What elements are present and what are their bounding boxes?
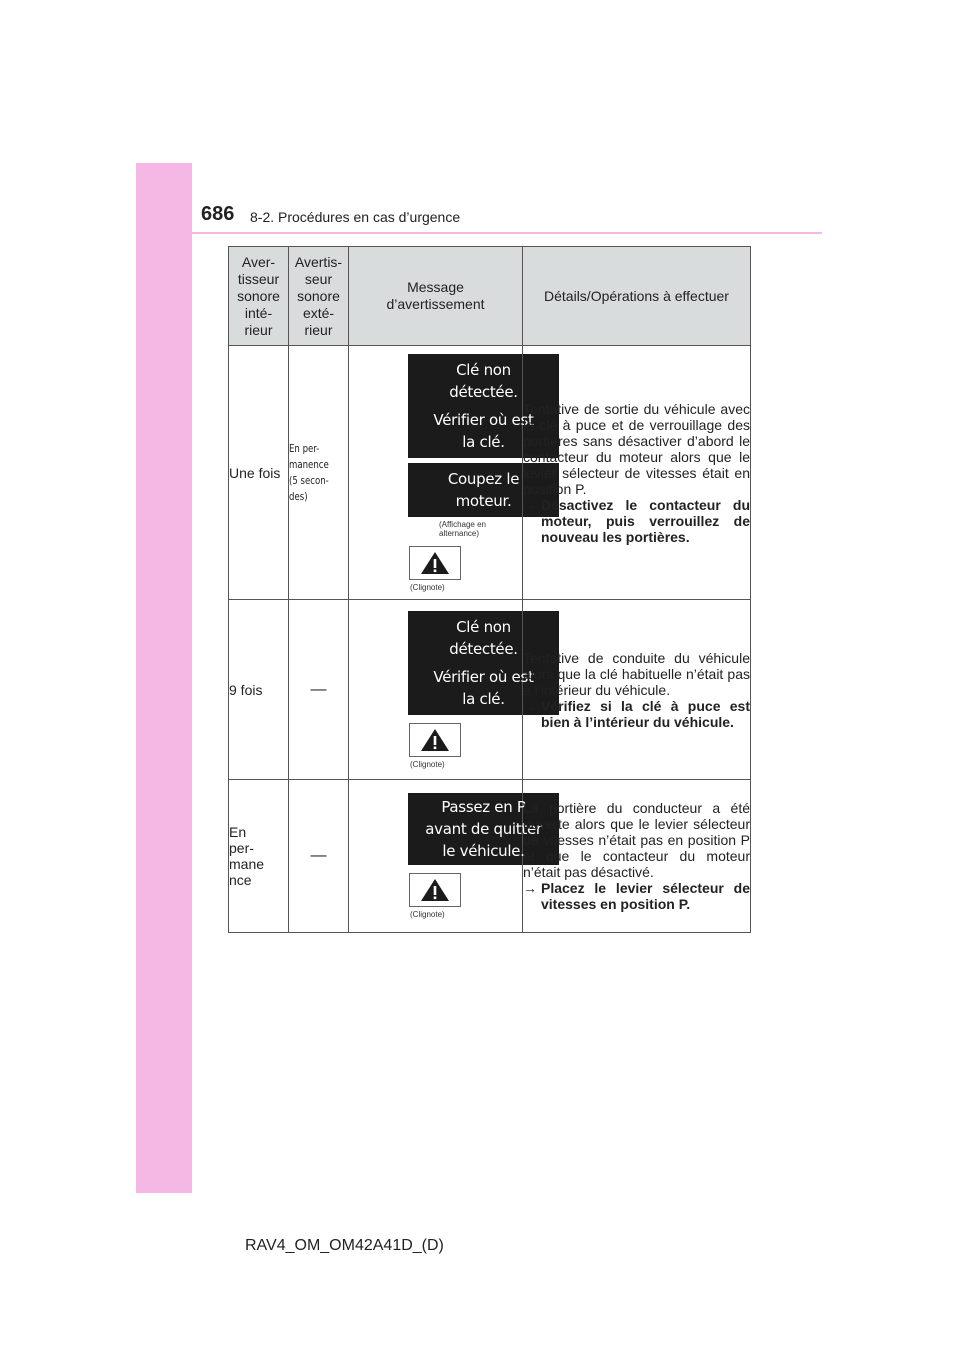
details-cell — [523, 780, 751, 933]
alternate-caption: (Affichage en alternance) — [439, 519, 486, 538]
action-text: Désactivez le contacteur du moteur, puis verrouillez de nouveau les portières. — [541, 496, 750, 545]
message-cell — [349, 600, 534, 780]
blink-caption: (Clignote) — [410, 759, 445, 769]
header-warning-message: Message d’avertissement — [349, 247, 523, 346]
display-message: Clé non détectée. Vérifier où est la clé. — [408, 611, 559, 715]
header-details: Détails/Opérations à effectuer — [523, 247, 751, 346]
arrow-icon: → — [523, 880, 537, 896]
exterior-buzzer-text: En per- manence (5 secon- des) — [289, 441, 329, 503]
table-row — [229, 600, 751, 780]
header-exterior-buzzer: Avertis- seur sonore exté- rieur — [289, 247, 349, 346]
action-text: Vérifiez si la clé à puce est bien à l’intérieur du véhicule. — [541, 697, 750, 730]
section-title: 8-2. Procédures en cas d’urgence — [250, 209, 461, 225]
blink-caption: (Clignote) — [410, 582, 445, 592]
warning-triangle-icon — [409, 723, 461, 757]
header-rule — [192, 232, 822, 234]
interior-buzzer-cell — [229, 780, 289, 933]
warning-table — [228, 246, 751, 933]
message-cell — [349, 346, 534, 600]
exterior-buzzer-cell — [289, 346, 349, 600]
table-row — [229, 780, 751, 933]
warning-triangle-icon — [409, 546, 461, 580]
arrow-icon: → — [523, 496, 537, 513]
table-row — [229, 346, 751, 600]
arrow-icon: → — [523, 697, 537, 714]
display-message: Coupez le moteur. — [408, 463, 559, 517]
table-header-row — [229, 247, 751, 346]
detail-text: Tentative de sortie du véhicule avec la clé à puce et de verrouillage des portières sans désactiver d’abord le contacteur du moteur alors que le levier sélecteur de vitesses était en position P. — [523, 400, 750, 497]
display-message: Passez en P avant de quitter le véhicule. — [408, 793, 559, 865]
display-message: Clé non détectée. Vérifier où est la clé. — [408, 354, 559, 458]
exterior-buzzer-cell: — — [289, 780, 349, 933]
detail-text: Tentative de conduite du véhicule alors que la clé habituelle n’était pas à l’intérieur du véhicule. — [523, 649, 750, 698]
detail-text: La portière du conducteur a été ouverte alors que le levier sélecteur de vitesses n’était pas en position P et que le contacteur du moteur n’était pas désactivé. — [523, 800, 750, 880]
page-number: 686 — [201, 203, 235, 225]
document-code: RAV4_OM_OM42A41D_(D) — [245, 1237, 444, 1254]
interior-buzzer-text: En per- mane nce — [229, 824, 265, 888]
chapter-side-tab — [136, 163, 192, 1193]
blink-caption: (Clignote) — [410, 910, 445, 919]
interior-buzzer-cell: Une fois — [229, 346, 289, 600]
header-interior-buzzer: Aver- tisseur sonore inté- rieur — [229, 247, 289, 346]
action-text: Placez le levier sélecteur de vitesses en position P. — [541, 880, 750, 912]
warning-triangle-icon — [409, 873, 461, 907]
exterior-buzzer-cell: — — [289, 600, 349, 780]
message-cell — [349, 780, 542, 933]
interior-buzzer-cell: 9 fois — [229, 600, 289, 780]
